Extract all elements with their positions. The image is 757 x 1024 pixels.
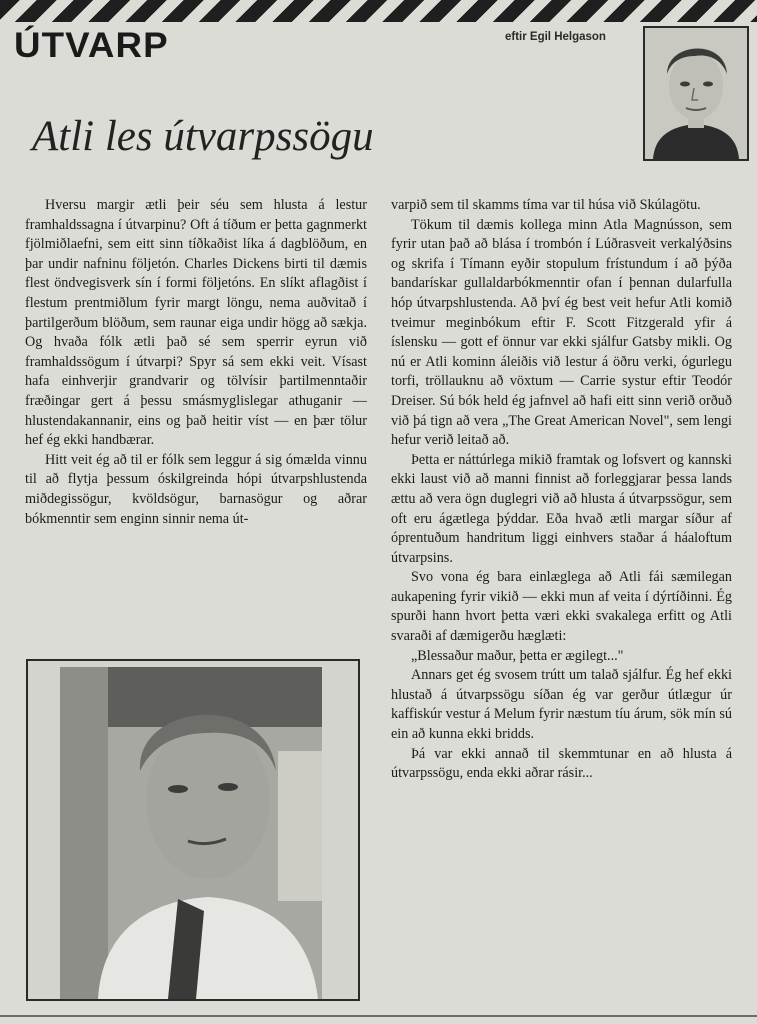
paragraph: Hversu margir ætli þeir séu sem hlusta á lestur framhaldssagna í útvarpinu? Oft á tíðum er þetta gagnmerkt fjölmiðlaefni, sem eitt sinn tíðkaðist líka á dagblöðum, en þar undir nafninu följetón. Charles Dickens birti til dæmis flest öndvegisverk sín í formi följetóns. En slíkt aflagðist í flestum prentmiðlum fyrir margt löngu, nema auðvitað í þartilgerðum blöðum, sem raunar eiga undir högg að sækja. Og hvaða fólk ætli það sé sem sperrir eyrun við framhaldssögum í útvarpi? Spyr sá sem ekki veit. Vísast hafa einhverjir grandvarir og tölvísir þartilmenntaðir fræðingar gert á þessu smásmyglislegar athuganir — hlustendakannanir, eins og það heitir víst — en þær tölur hef ég ekki handbærar. xyxy=(25,197,367,449)
paragraph: Annars get ég svosem trútt um talað sjálfur. Ég hef ekki hlustað á útvarpssögu síðan ég var gerður útlægur úr kaffiskúr vestur á Melum fyrir næstum tíu árum, sök mín sú ein að kunna ekki bridds. xyxy=(391,667,732,743)
paragraph: Hitt veit ég að til er fólk sem leggur á sig ómælda vinnu til að flytja þessum óskilgreinda hópi útvarpshlustenda miðdegissögur, kvöldsögur, barnasögur og aðrar bókmenntir sem enginn sinnir nema út- xyxy=(25,451,367,527)
header-hatch-bar xyxy=(0,0,757,22)
quote-paragraph: „Blessaður maður, þetta er ægilegt..." xyxy=(411,647,624,664)
article-photo-image xyxy=(26,659,360,1001)
man-photo-icon xyxy=(28,661,358,999)
paragraph: Þetta er náttúrlega mikið framtak og lofsvert og kannski ekki laust við að manni finnist að forleggjarar þessa lands ættu að vera ögn duglegri við að hlusta á útvarpssögur, sem oft eru ágætlega þýddar. Eða hvað ætli margar síður af óprentuðum handritum liggi einhvers staðar á háaloftum útvarpsins. xyxy=(391,451,732,566)
article-column-2 xyxy=(391,196,732,784)
paragraph: Þá var ekki annað til skemmtunar en að hlusta á útvarpssögu, enda ekki aðrar rásir... xyxy=(391,745,732,782)
article-column-1 xyxy=(25,196,367,529)
byline: eftir Egil Helgason xyxy=(505,31,606,43)
bottom-rule xyxy=(0,1015,757,1017)
paragraph: Svo vona ég bara einlæglega að Atli fái sæmilegan aukapening fyrir vikið — ekki mun af veita í dýrtíðinni. Ég spurði hann hvort þetta væri ekki svakalega erfitt og Atli svaraði af dæmigerðu hæglæti: xyxy=(391,569,732,645)
author-portrait-image xyxy=(643,26,749,161)
author-portrait-icon xyxy=(645,28,747,159)
paragraph: Tökum til dæmis kollega minn Atla Magnússon, sem fyrir utan það að blása í trombón í Lúðrasveit verkalýðsins og skrifa í Tímann eyðir stopulum frístundum í að þýða bandarískar gullaldarbókmenntir ofan í þennan dularfulla hóp útvarpshlustenda. Að því ég best veit hefur Atli komið tveimur meginbókum eftir F. Scott Fitzgerald yfir á íslensku — gott ef önnur var ekki sjálfur Gatsby mikli. Og nú er Atli kominn áleiðis við lestur á öðru verki, ógurlegu torfi, tröllauknu að vöxtum — Carrie systur eftir Teodór Dreiser. Sú bók held ég jafnvel að hafi eitt sinn verið orðuð við þá tign að vera „The Great American Novel", sem lengi hefur verið leitað að. xyxy=(391,216,732,449)
paragraph: varpið sem til skamms tíma var til húsa við Skúlagötu. xyxy=(391,197,701,213)
section-title: ÚTVARP xyxy=(14,26,169,65)
headline: Atli les útvarpssögu xyxy=(32,113,374,160)
